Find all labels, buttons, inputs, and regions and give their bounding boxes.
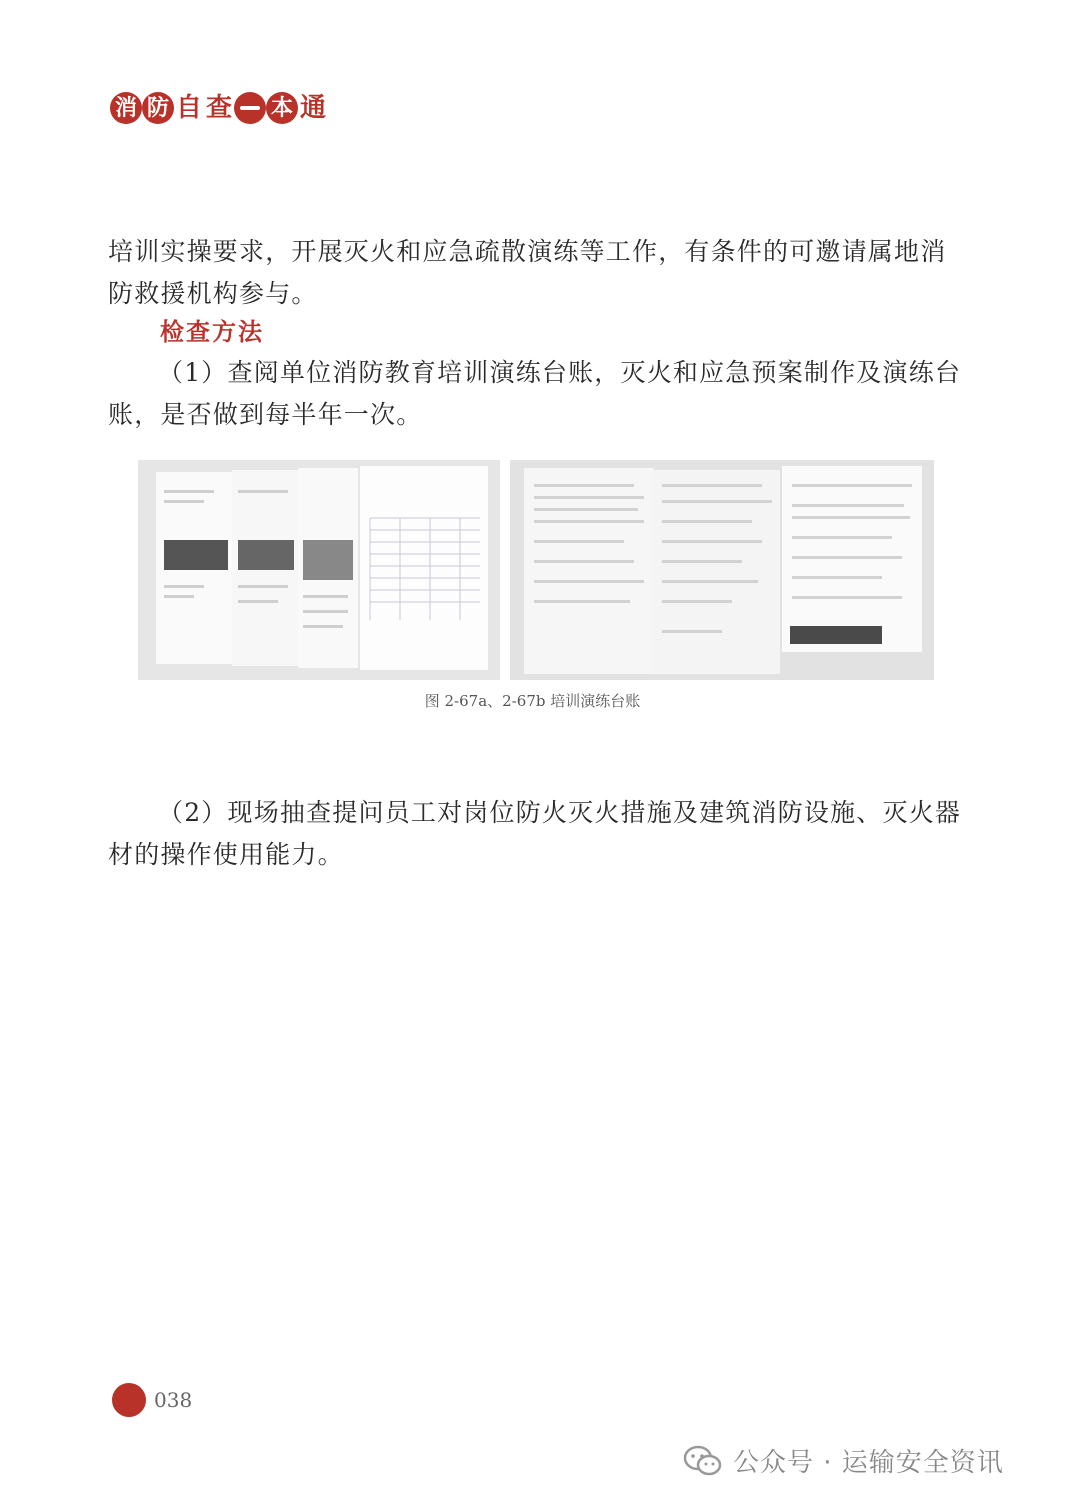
ledger-photo-b: [510, 460, 934, 680]
page-footer: [112, 1383, 192, 1417]
body-paragraph: 培训实操要求，开展灭火和应急疏散演练等工作，有条件的可邀请属地消防救援机构参与。: [108, 237, 947, 308]
logo-char: [234, 92, 266, 124]
logo-char: 查: [205, 93, 232, 123]
body-paragraph: （1）查阅单位消防教育培训演练台账，灭火和应急预案制作及演练台账，是否做到每半年一次。: [108, 358, 962, 429]
logo-char: 本: [266, 92, 298, 124]
book-title-logo: [110, 88, 328, 128]
figure-training-ledger-b: [510, 460, 934, 680]
logo-char: 自: [175, 93, 202, 123]
page-number: 038: [154, 1388, 193, 1412]
watermark-text: 公众号 · 运输安全资讯: [733, 1448, 1004, 1478]
page-number-dot-icon: [112, 1383, 146, 1417]
wechat-icon: [683, 1445, 723, 1477]
figure-caption: 图 2-67a、2-67b 培训演练台账: [424, 692, 641, 710]
ledger-photo-a: [138, 460, 500, 680]
body-paragraph: （2）现场抽查提问员工对岗位防火灭火措施及建筑消防设施、灭火器材的操作使用能力。: [108, 798, 962, 869]
logo-char: 消: [110, 92, 142, 124]
watermark: [683, 1442, 1004, 1479]
logo-char: 通: [299, 93, 326, 123]
figure-training-ledger-a: [138, 460, 500, 680]
logo-char: 防: [142, 92, 174, 124]
section-heading: 检查方法: [160, 318, 264, 346]
